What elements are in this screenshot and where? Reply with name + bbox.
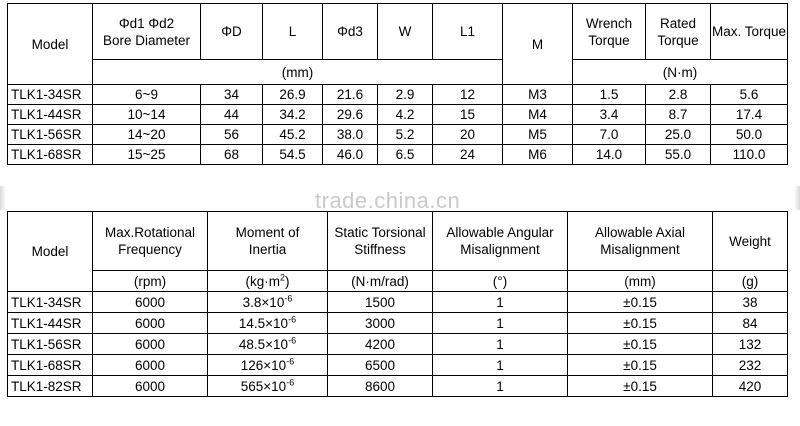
unit-mm: (mm) — [93, 60, 503, 85]
cell: 7.0 — [573, 125, 646, 145]
header-static-torsional-stiffness: Static Torsional Stiffness — [328, 212, 433, 271]
cell-speed: 6000 — [93, 313, 208, 334]
table-row — [8, 334, 788, 355]
cell: 21.6 — [323, 85, 378, 105]
cell-model: TLK1-68SR — [8, 355, 93, 376]
cell: 6~9 — [93, 85, 201, 105]
header-wrench-torque: Wrench Torque — [573, 4, 646, 60]
page-edge-shadow-left — [0, 186, 6, 210]
cell: 2.8 — [646, 85, 711, 105]
cell-weight: 232 — [713, 355, 788, 376]
cell-model: TLK1-82SR — [8, 376, 93, 397]
header-model: Model — [8, 212, 93, 292]
cell-angular: 1 — [433, 355, 568, 376]
header-w: W — [378, 4, 433, 60]
cell: M5 — [503, 125, 573, 145]
cell: 10~14 — [93, 105, 201, 125]
header-model: Model — [8, 4, 93, 85]
header-l1: L1 — [433, 4, 503, 60]
cell: 5.6 — [711, 85, 788, 105]
cell: 38.0 — [323, 125, 378, 145]
cell-model: TLK1-56SR — [8, 334, 93, 355]
cell-stiffness: 6500 — [328, 355, 433, 376]
cell-speed: 6000 — [93, 376, 208, 397]
header-allowable-angular-misalignment: Allowable Angular Misalignment — [433, 212, 568, 271]
cell-model: TLK1-34SR — [8, 85, 93, 105]
cell: 55.0 — [646, 145, 711, 165]
cell: 56 — [201, 125, 263, 145]
cell-weight: 38 — [713, 292, 788, 313]
header-max-torque: Max. Torque — [711, 4, 788, 60]
table-row — [8, 292, 788, 313]
header-length: L — [263, 4, 323, 60]
cell-stiffness: 8600 — [328, 376, 433, 397]
table-row — [8, 355, 788, 376]
watermark: trade.china.cn — [315, 188, 461, 213]
cell: 45.2 — [263, 125, 323, 145]
cell: 46.0 — [323, 145, 378, 165]
cell-inertia: $48.5\times 10^{-6}$ — [208, 334, 328, 355]
cell: 2.9 — [378, 85, 433, 105]
cell: 14~20 — [93, 125, 201, 145]
table-row — [8, 85, 788, 105]
unit-inertia: $(kg\cdot m^2)$ — [208, 271, 328, 292]
header-weight: Weight — [713, 212, 788, 271]
header-bore-diameter: Φd1 Φd2 Bore Diameter — [93, 4, 201, 60]
cell-stiffness: 1500 — [328, 292, 433, 313]
cell-stiffness: 4200 — [328, 334, 433, 355]
cell: 26.9 — [263, 85, 323, 105]
cell: 34.2 — [263, 105, 323, 125]
cell: 50.0 — [711, 125, 788, 145]
cell-weight: 132 — [713, 334, 788, 355]
header-screw-m: M — [503, 4, 573, 85]
table-row — [8, 145, 788, 165]
unit-angle: (°) — [433, 271, 568, 292]
cell-angular: 1 — [433, 334, 568, 355]
cell: 5.2 — [378, 125, 433, 145]
table-row — [8, 125, 788, 145]
cell-weight: 84 — [713, 313, 788, 334]
table-row — [8, 105, 788, 125]
cell: 68 — [201, 145, 263, 165]
cell: 44 — [201, 105, 263, 125]
cell: 24 — [433, 145, 503, 165]
table-row — [8, 313, 788, 334]
header-moment-of-inertia: Moment of Inertia — [208, 212, 328, 271]
cell: 29.6 — [323, 105, 378, 125]
table-row — [8, 376, 788, 397]
cell: 8.7 — [646, 105, 711, 125]
cell-inertia: $3.8\times 10^{-6}$ — [208, 292, 328, 313]
unit-g: (g) — [713, 271, 788, 292]
cell-inertia: $565\times 10^{-6}$ — [208, 376, 328, 397]
cell: 6.5 — [378, 145, 433, 165]
cell-angular: 1 — [433, 292, 568, 313]
unit-nm: (N·m) — [573, 60, 788, 85]
cell-axial: ±0.15 — [568, 313, 713, 334]
cell-speed: 6000 — [93, 292, 208, 313]
header-rated-torque: Rated Torque — [646, 4, 711, 60]
performance-table — [7, 211, 788, 397]
cell: 15 — [433, 105, 503, 125]
unit-rpm: (rpm) — [93, 271, 208, 292]
cell-angular: 1 — [433, 376, 568, 397]
cell: M3 — [503, 85, 573, 105]
cell: 17.4 — [711, 105, 788, 125]
unit-mm: (mm) — [568, 271, 713, 292]
cell: 12 — [433, 85, 503, 105]
cell-model: TLK1-34SR — [8, 292, 93, 313]
header-outer-diameter: ΦD — [201, 4, 263, 60]
cell: 25.0 — [646, 125, 711, 145]
cell: 110.0 — [711, 145, 788, 165]
cell: 54.5 — [263, 145, 323, 165]
header-allowable-axial-misalignment: Allowable Axial Misalignment — [568, 212, 713, 271]
cell: 15~25 — [93, 145, 201, 165]
cell-axial: ±0.15 — [568, 292, 713, 313]
cell-axial: ±0.15 — [568, 334, 713, 355]
cell: 4.2 — [378, 105, 433, 125]
header-d3: Φd3 — [323, 4, 378, 60]
cell-model: TLK1-44SR — [8, 105, 93, 125]
cell-inertia: $14.5\times 10^{-6}$ — [208, 313, 328, 334]
cell-model: TLK1-68SR — [8, 145, 93, 165]
cell-weight: 420 — [713, 376, 788, 397]
cell: 20 — [433, 125, 503, 145]
unit-stiffness: (N·m/rad) — [328, 271, 433, 292]
page-edge-shadow-right — [794, 186, 800, 210]
cell: 34 — [201, 85, 263, 105]
cell-model: TLK1-56SR — [8, 125, 93, 145]
dimensions-table — [7, 3, 788, 165]
cell-speed: 6000 — [93, 355, 208, 376]
cell: 3.4 — [573, 105, 646, 125]
cell-axial: ±0.15 — [568, 355, 713, 376]
header-max-rotational-frequency: Max.Rotational Frequency — [93, 212, 208, 271]
cell-stiffness: 3000 — [328, 313, 433, 334]
cell: M4 — [503, 105, 573, 125]
cell: 14.0 — [573, 145, 646, 165]
cell-inertia: $126\times 10^{-6}$ — [208, 355, 328, 376]
cell-model: TLK1-44SR — [8, 313, 93, 334]
cell: 1.5 — [573, 85, 646, 105]
cell: M6 — [503, 145, 573, 165]
cell-axial: ±0.15 — [568, 376, 713, 397]
cell-speed: 6000 — [93, 334, 208, 355]
cell-angular: 1 — [433, 313, 568, 334]
